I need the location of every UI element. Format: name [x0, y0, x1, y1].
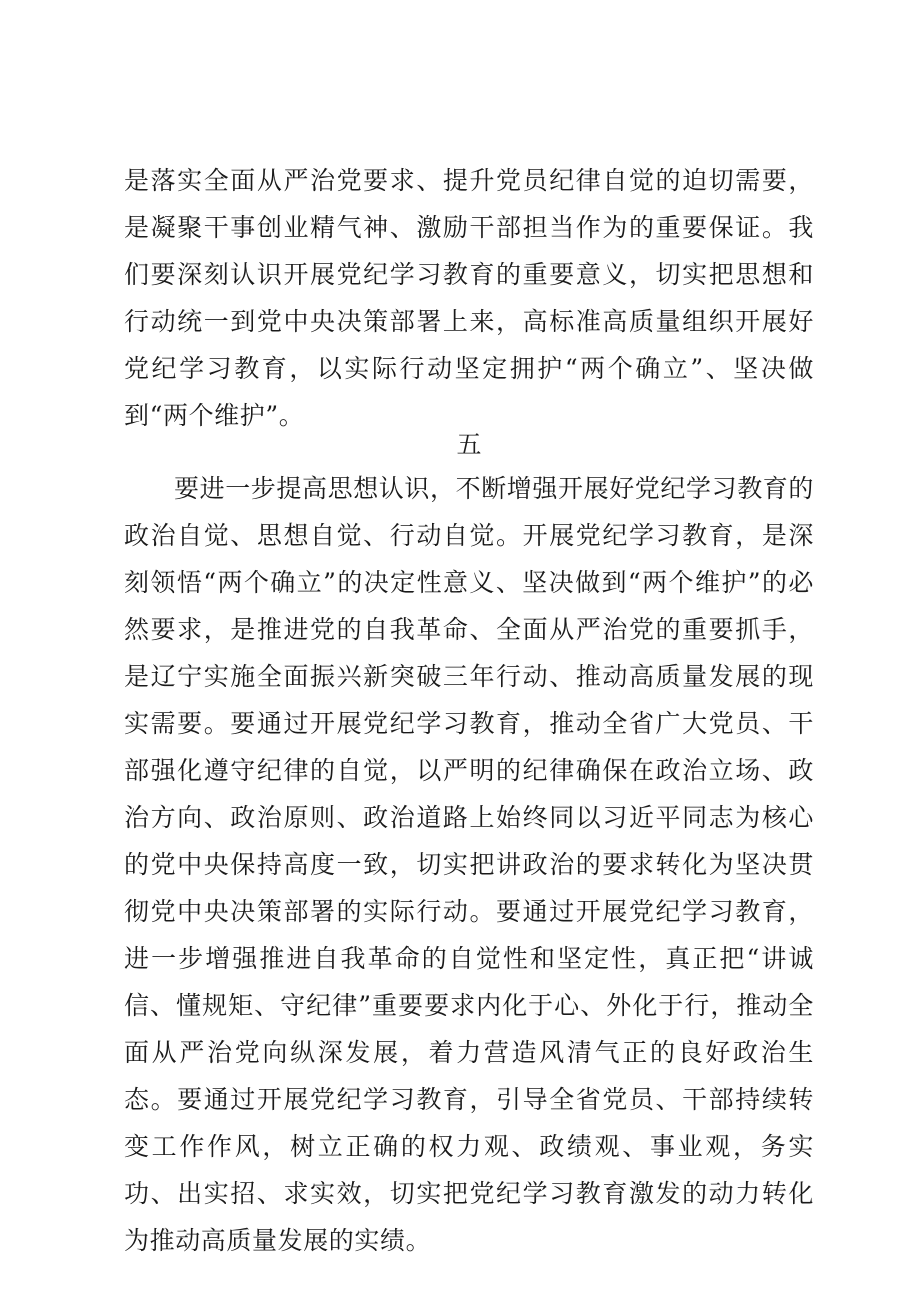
- section-heading: 五: [456, 430, 482, 459]
- section-five-paragraph: 要进一步提高思想认识，不断增强开展好党纪学习教育的政治自觉、思想自觉、行动自觉。开展党纪学习教育，是深刻领悟“两个确立”的决定性意义、坚决做到“两个维护”的必然要求，是推进党的自我革命、全面从严治党的重要抓手，是辽宁实施全面振兴新突破三年行动、推动高质量发展的现实需要。要通过开展党纪学习教育，推动全省广大党员、干部强化遵守纪律的自觉，以严明的纪律确保在政治立场、政治方向、政治原则、政治道路上始终同以习近平同志为核心的党中央保持高度一致，切实把讲政治的要求转化为坚决贯彻党中央决策部署的实际行动。要通过开展党纪学习教育，进一步增强推进自我革命的自觉性和坚定性，真正把“讲诚信、懂规矩、守纪律”重要要求内化于心、外化于行，推动全面从严治党向纵深发展，着力营造风清气正的良好政治生态。要通过开展党纪学习教育，引导全省党员、干部持续转变工作作风，树立正确的权力观、政绩观、事业观，务实功、出实招、求实效，切实把党纪学习教育激发的动力转化为推动高质量发展的实绩。: [124, 474, 815, 1255]
- continued-paragraph: 是落实全面从严治党要求、提升党员纪律自觉的迫切需要，是凝聚干事创业精气神、激励干部担当作为的重要保证。我们要深刻认识开展党纪学习教育的重要意义，切实把思想和行动统一到党中央决策部署上来，高标准高质量组织开展好党纪学习教育，以实际行动坚定拥护“两个确立”、坚决做到“两个维护”。: [124, 166, 814, 430]
